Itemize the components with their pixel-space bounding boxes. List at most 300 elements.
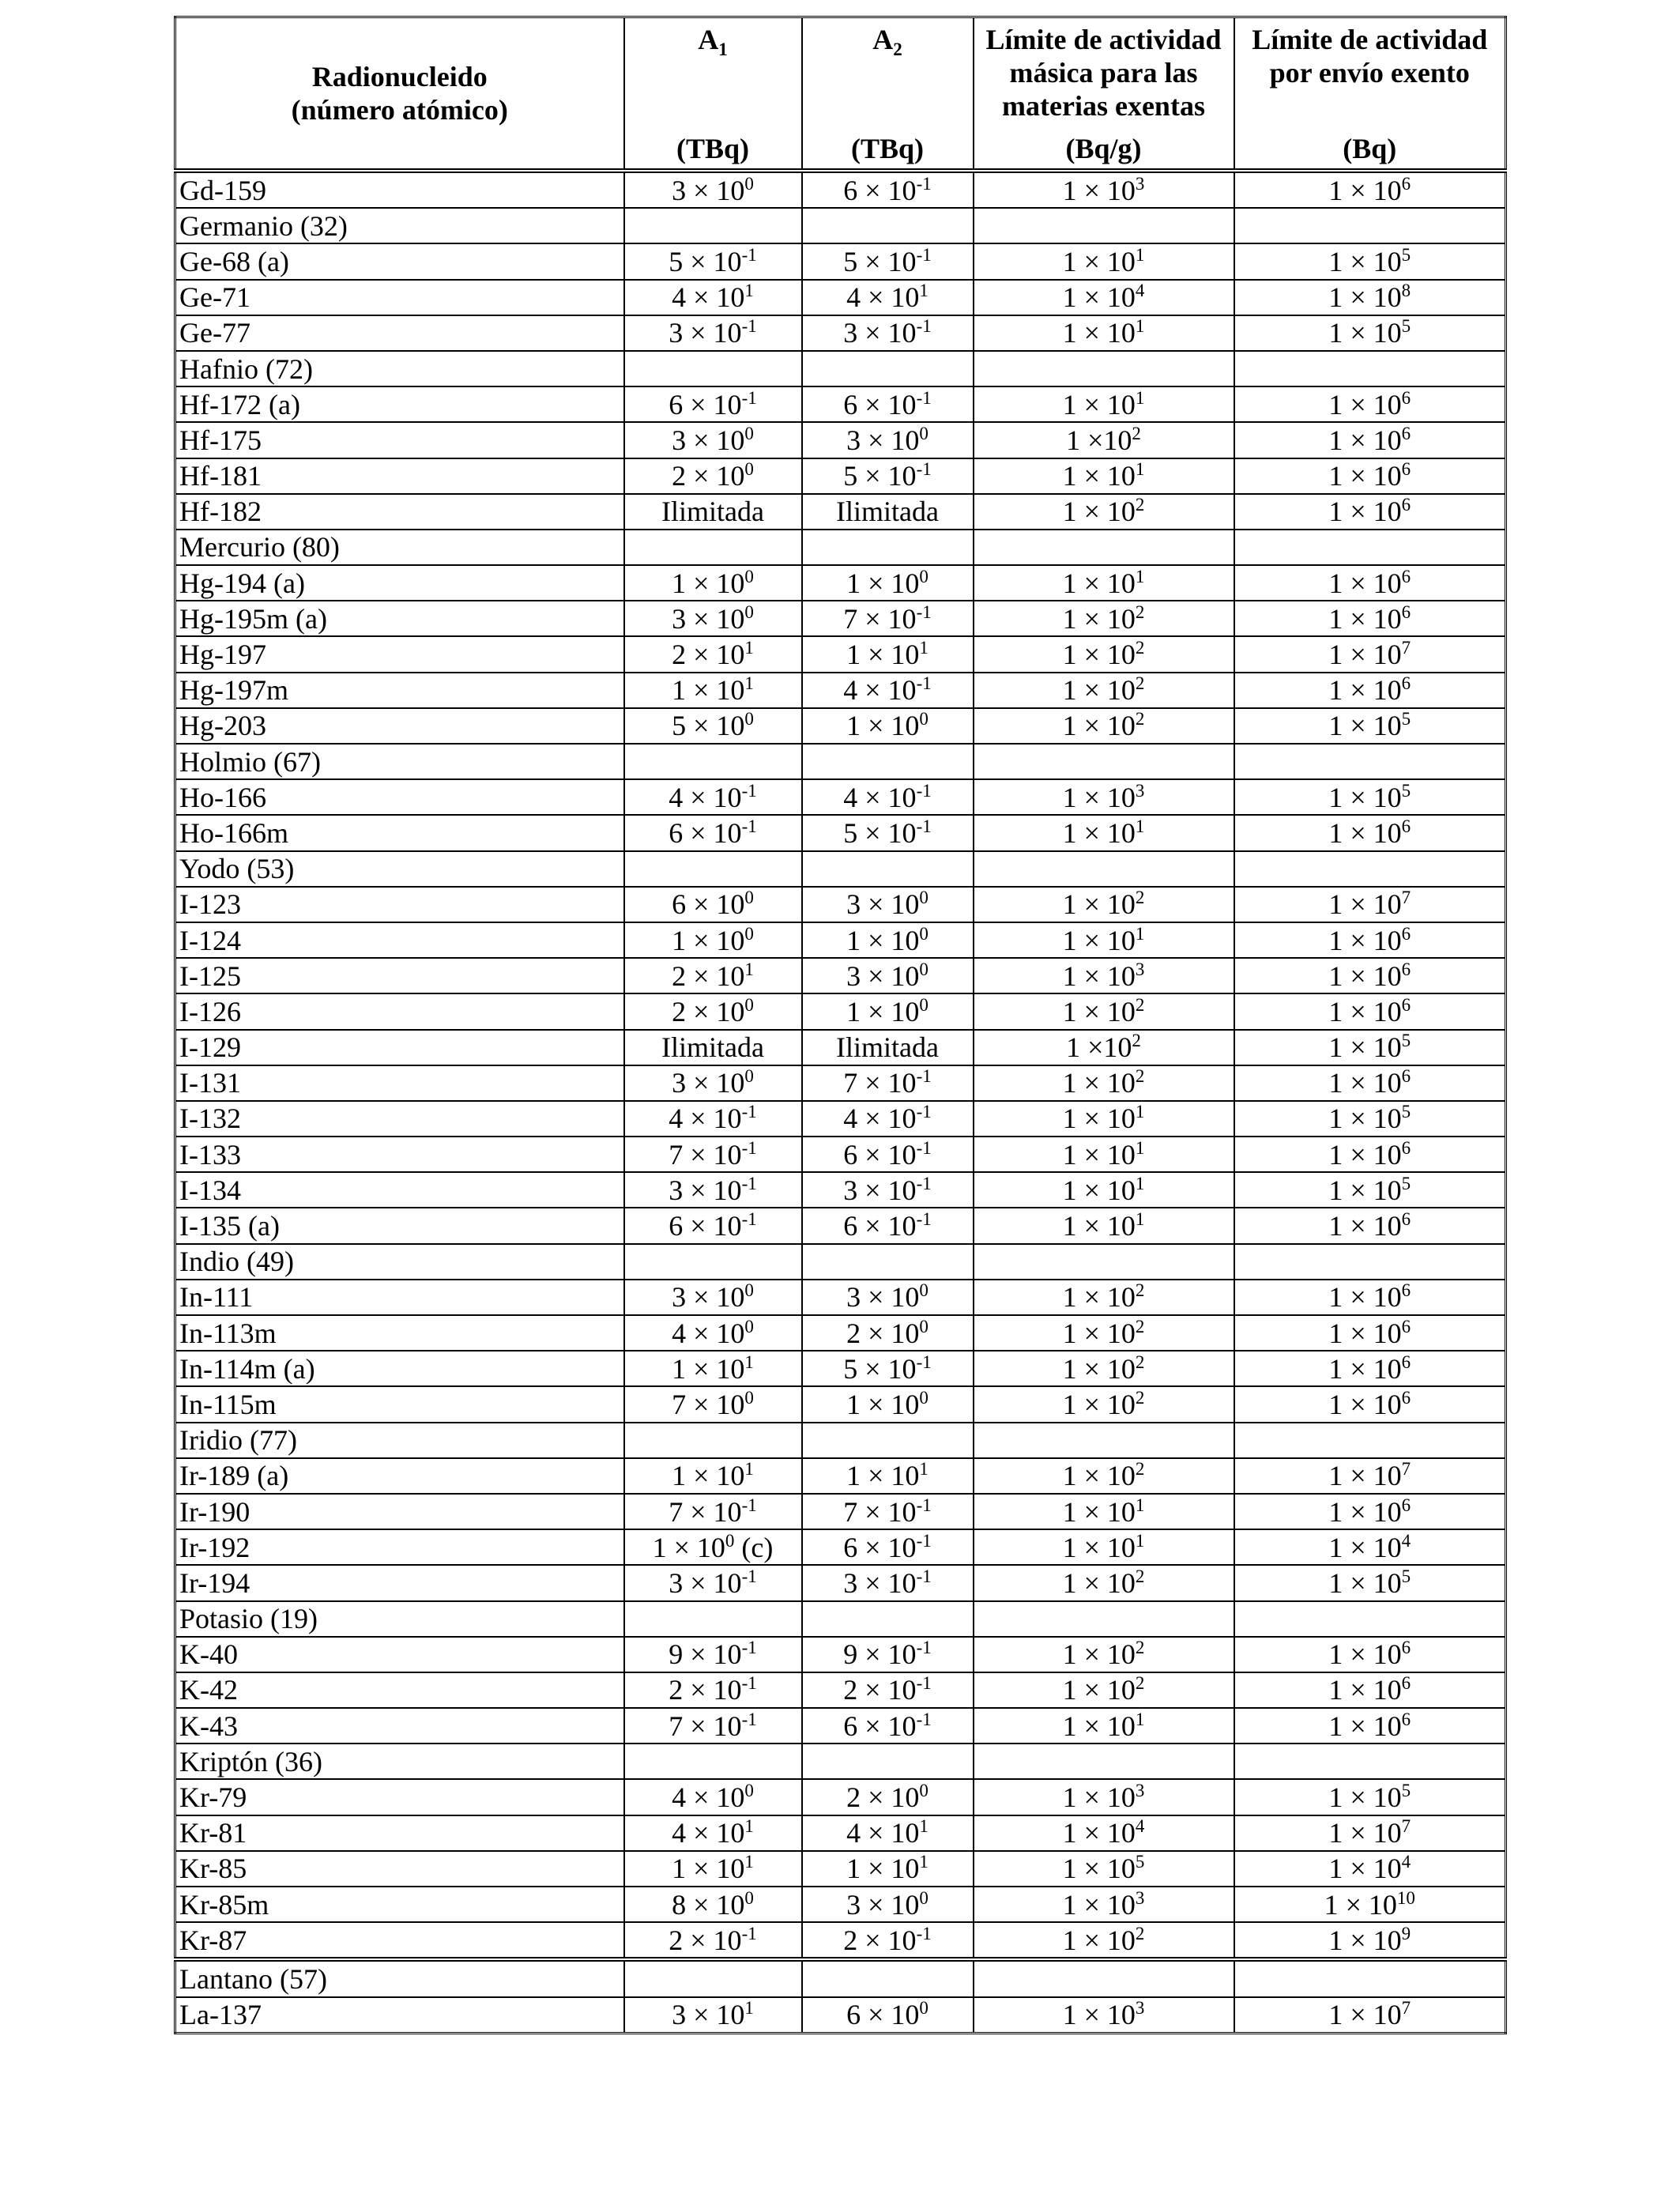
value-mantissa: 2 × 10 [843, 1924, 917, 1956]
consignment-limit-value [1234, 1065, 1506, 1101]
nuclide-name: Ge-68 (a) [175, 243, 624, 279]
table-row [175, 1815, 1506, 1851]
consignment-limit-value [1234, 171, 1506, 208]
table-row [175, 708, 1506, 744]
value-mantissa: 7 × 10 [669, 1495, 742, 1528]
nuclide-name: Hg-195m (a) [175, 601, 624, 636]
value-mantissa: 1 × 10 [1062, 1138, 1136, 1171]
value-mantissa: 1 × 10 [1328, 1388, 1402, 1420]
value-mantissa: 7 × 10 [672, 1388, 745, 1420]
value-exponent: 2 [1135, 709, 1145, 729]
nuclide-name: Gd-159 [175, 171, 624, 208]
value-exponent: 7 [1401, 1816, 1411, 1837]
nuclide-name: In-115m [175, 1386, 624, 1422]
value-exponent: 1 [1135, 816, 1145, 836]
element-group-row [175, 1244, 1506, 1280]
value-mantissa: 3 × 10 [846, 1888, 920, 1921]
value-mantissa: 1 × 10 [1328, 1853, 1402, 1885]
nuclide-name: Ir-190 [175, 1494, 624, 1529]
value-mantissa: 5 × 10 [843, 816, 917, 849]
value-mantissa: 1 × 10 [1328, 888, 1402, 921]
value-exponent: 3 [1135, 959, 1145, 979]
value-exponent: 0 [744, 1066, 754, 1087]
header-consignment-activity-limit [1234, 17, 1506, 172]
value-mantissa: 1 × 10 [672, 567, 745, 599]
a1-value [624, 1637, 802, 1672]
value-mantissa: 1 × 10 [846, 995, 920, 1027]
value-exponent: 2 [1135, 601, 1145, 622]
empty-cell [802, 1744, 974, 1779]
mass-limit-value [974, 422, 1234, 458]
value-mantissa: 5 × 10 [843, 1352, 917, 1385]
a1-value [624, 779, 802, 815]
value-mantissa: 1 × 10 [1328, 959, 1402, 992]
value-mantissa: 6 × 10 [669, 816, 742, 849]
header-atomic-number-label: (número atómico) [291, 94, 508, 126]
value-mantissa: 1 × 10 [1062, 816, 1136, 849]
value-exponent: 6 [1401, 1280, 1411, 1301]
value-mantissa: 3 × 10 [843, 317, 917, 349]
empty-cell [1234, 208, 1506, 243]
value-exponent: 7 [1401, 1998, 1411, 2019]
consignment-limit-value [1234, 708, 1506, 744]
value-mantissa: 4 × 10 [672, 1781, 745, 1814]
value-exponent: 0 [744, 1887, 754, 1908]
value-mantissa: 1 × 10 [1328, 1031, 1402, 1064]
nuclide-name: Ho-166m [175, 815, 624, 850]
table-row [175, 1494, 1506, 1529]
value-mantissa: 1 × 10 [1328, 174, 1402, 206]
mass-limit-value [974, 887, 1234, 922]
value-mantissa: 1 × 10 [1328, 1210, 1402, 1242]
a2-value [802, 171, 974, 208]
a2-value [802, 386, 974, 422]
value-exponent: 1 [1135, 1173, 1145, 1193]
mass-limit-value [974, 171, 1234, 208]
value-mantissa: 1 × 10 [1062, 1924, 1136, 1956]
value-mantissa: 1 × 10 [1328, 496, 1402, 528]
value-mantissa: 1 × 10 [672, 1853, 745, 1885]
value-mantissa: 1 × 10 [1062, 460, 1136, 492]
value-mantissa: 2 × 10 [669, 1674, 742, 1706]
a1-value [624, 1529, 802, 1565]
table-row [175, 1708, 1506, 1744]
a1-value [624, 1315, 802, 1351]
consignment-limit-value [1234, 1172, 1506, 1208]
value-mantissa: 6 × 10 [843, 1138, 917, 1171]
value-mantissa: 3 × 10 [843, 1174, 917, 1206]
value-exponent: 2 [1135, 1351, 1145, 1372]
value-exponent: 1 [919, 1816, 929, 1837]
value-mantissa: Ilimitada [661, 496, 764, 528]
value-exponent: 5 [1401, 1173, 1411, 1193]
nuclide-name: In-114m (a) [175, 1351, 624, 1386]
consignment-limit-value [1234, 958, 1506, 993]
mass-limit-value [974, 386, 1234, 422]
value-mantissa: 1 × 10 [1062, 710, 1136, 742]
value-exponent: 2 [1132, 423, 1141, 443]
value-exponent: 2 [1135, 1638, 1145, 1658]
empty-cell [1234, 851, 1506, 887]
mass-limit-value [974, 1565, 1234, 1600]
table-row [175, 779, 1506, 815]
value-exponent: 6 [1401, 1351, 1411, 1372]
table-row [175, 1315, 1506, 1351]
value-exponent: 3 [1135, 1887, 1145, 1908]
table-row [175, 1280, 1506, 1315]
nuclide-name: Kr-87 [175, 1922, 624, 1959]
a2-value [802, 494, 974, 530]
table-row [175, 815, 1506, 850]
a1-value [624, 1137, 802, 1172]
value-exponent: 1 [744, 638, 754, 658]
table-row [175, 887, 1506, 922]
table-row [175, 1997, 1506, 2034]
value-mantissa: 1 × 10 [1062, 924, 1136, 956]
value-exponent: -1 [916, 1638, 932, 1658]
element-group-label: Lantano (57) [175, 1959, 624, 1996]
value-mantissa: 1 × 10 [1062, 995, 1136, 1027]
empty-cell [802, 1244, 974, 1280]
nuclide-name: In-113m [175, 1315, 624, 1351]
value-exponent: 1 [744, 1351, 754, 1372]
a1-value [624, 993, 802, 1029]
a2-value [802, 280, 974, 315]
value-mantissa: 6 × 10 [669, 1210, 742, 1242]
table-row [175, 993, 1506, 1029]
a2-value [802, 922, 974, 958]
value-mantissa: 7 × 10 [843, 1067, 917, 1099]
value-mantissa: 4 × 10 [669, 781, 742, 813]
value-exponent: 0 [744, 888, 754, 908]
value-exponent: -1 [741, 1566, 757, 1586]
value-exponent: 6 [1401, 601, 1411, 622]
nuclide-name: La-137 [175, 1997, 624, 2034]
a2-value [802, 1208, 974, 1243]
value-mantissa: 1 × 10 [1328, 1531, 1402, 1563]
consignment-limit-value [1234, 280, 1506, 315]
empty-cell [624, 1423, 802, 1458]
value-exponent: 5 [1401, 1102, 1411, 1122]
a1-value [624, 1851, 802, 1887]
value-exponent: 1 [744, 281, 754, 301]
value-exponent: 6 [1401, 459, 1411, 480]
header-a1-symbol: A [698, 24, 719, 55]
nuclide-name: Hf-175 [175, 422, 624, 458]
value-mantissa: 1 × 10 [1062, 1710, 1136, 1742]
a1-value [624, 1458, 802, 1494]
empty-cell [974, 530, 1234, 565]
consignment-limit-value [1234, 601, 1506, 636]
empty-cell [802, 530, 974, 565]
a1-value [624, 243, 802, 279]
mass-limit-value [974, 1458, 1234, 1494]
consignment-limit-value [1234, 386, 1506, 422]
value-mantissa: 1 × 10 [1062, 1674, 1136, 1706]
mass-limit-value [974, 458, 1234, 494]
mass-limit-value [974, 673, 1234, 708]
value-exponent: -1 [741, 1709, 757, 1729]
value-mantissa: 1 × 10 [1328, 245, 1402, 277]
mass-limit-value [974, 1887, 1234, 1922]
value-exponent: 7 [1401, 1459, 1411, 1480]
a2-value [802, 565, 974, 601]
header-mass-limit-line1: Límite de actividad [985, 24, 1222, 55]
value-mantissa: 1 × 10 [1328, 1352, 1402, 1385]
consignment-limit-value [1234, 1997, 1506, 2034]
value-exponent: 1 [919, 1459, 929, 1480]
value-exponent: 0 [919, 1280, 929, 1301]
value-mantissa: Ilimitada [836, 496, 939, 528]
value-mantissa: 4 × 10 [846, 281, 920, 314]
value-mantissa: 3 × 10 [846, 1281, 920, 1314]
value-mantissa: 1 ×10 [1066, 1031, 1132, 1064]
element-group-row [175, 208, 1506, 243]
nuclide-name: I-129 [175, 1030, 624, 1065]
value-mantissa: 1 × 10 [1062, 1495, 1136, 1528]
table-row [175, 1887, 1506, 1922]
value-exponent: 0 [919, 888, 929, 908]
value-mantissa: 4 × 10 [672, 1317, 745, 1349]
value-mantissa: 1 × 10 [1328, 781, 1402, 813]
consignment-limit-value [1234, 1101, 1506, 1137]
value-mantissa: 1 × 10 [1062, 888, 1136, 921]
value-mantissa: 1 × 10 [1328, 1999, 1402, 2031]
mass-limit-value [974, 1672, 1234, 1708]
value-mantissa: 2 × 10 [672, 959, 745, 992]
consignment-limit-value [1234, 315, 1506, 351]
a1-value [624, 458, 802, 494]
nuclide-name: Ge-77 [175, 315, 624, 351]
value-exponent: 0 [744, 1316, 754, 1336]
a1-value [624, 565, 802, 601]
a2-value [802, 1997, 974, 2034]
value-mantissa: 5 × 10 [669, 245, 742, 277]
value-exponent: 2 [1135, 1280, 1145, 1301]
value-mantissa: 1 × 10 [1328, 602, 1402, 635]
nuclide-name: K-42 [175, 1672, 624, 1708]
mass-limit-value [974, 1172, 1234, 1208]
mass-limit-value [974, 708, 1234, 744]
mass-limit-value [974, 815, 1234, 850]
element-group-label: Holmio (67) [175, 744, 624, 779]
empty-cell [802, 1959, 974, 1996]
mass-limit-value [974, 993, 1234, 1029]
value-mantissa: 1 × 10 [1062, 1281, 1136, 1314]
consignment-limit-value [1234, 1708, 1506, 1744]
nuclide-name: I-135 (a) [175, 1208, 624, 1243]
value-mantissa: 1 × 10 [1324, 1888, 1397, 1921]
table-row [175, 1386, 1506, 1422]
empty-cell [1234, 1244, 1506, 1280]
nuclide-name: K-43 [175, 1708, 624, 1744]
header-mass-limit-unit: (Bq/g) [1065, 133, 1142, 164]
value-exponent: -1 [916, 173, 932, 194]
value-mantissa: 4 × 10 [669, 1103, 742, 1135]
a2-value [802, 315, 974, 351]
a2-value [802, 1315, 974, 1351]
table-row [175, 243, 1506, 279]
nuclide-name: I-126 [175, 993, 624, 1029]
value-mantissa: 1 × 10 [1062, 602, 1136, 635]
value-mantissa: 1 × 10 [1062, 1388, 1136, 1420]
a1-value [624, 315, 802, 351]
value-mantissa: 1 × 10 [846, 567, 920, 599]
mass-limit-value [974, 1815, 1234, 1851]
mass-limit-value [974, 243, 1234, 279]
a2-value [802, 815, 974, 850]
element-group-label: Germanio (32) [175, 208, 624, 243]
a1-value [624, 1922, 802, 1959]
value-mantissa: 1 × 10 [1062, 496, 1136, 528]
value-exponent: 2 [1135, 673, 1145, 694]
value-mantissa: 5 × 10 [672, 710, 745, 742]
value-mantissa: 1 × 10 [1328, 567, 1402, 599]
value-exponent: 1 [1135, 1209, 1145, 1230]
nuclide-name: I-133 [175, 1137, 624, 1172]
mass-limit-value [974, 1208, 1234, 1243]
value-mantissa: 1 × 10 [1062, 1174, 1136, 1206]
value-exponent: -1 [916, 1351, 932, 1372]
table-row [175, 280, 1506, 315]
value-exponent: 8 [1401, 281, 1411, 301]
value-exponent: 9 [1401, 1923, 1411, 1943]
value-exponent: 3 [1135, 1781, 1145, 1801]
table-body [175, 171, 1506, 2033]
a2-value [802, 243, 974, 279]
value-mantissa: 1 × 10 [1062, 1460, 1136, 1492]
header-mass-limit-line2: másica para las [1009, 57, 1198, 89]
consignment-limit-value [1234, 494, 1506, 530]
value-mantissa: 1 × 10 [1062, 1781, 1136, 1814]
empty-cell [624, 530, 802, 565]
value-exponent: 0 [744, 423, 754, 443]
value-mantissa: 1 × 10 [1062, 567, 1136, 599]
table-row [175, 636, 1506, 672]
value-exponent: 6 [1401, 1137, 1411, 1158]
value-exponent: -1 [741, 1102, 757, 1122]
a1-value [624, 1208, 802, 1243]
element-group-row [175, 351, 1506, 386]
value-mantissa: 4 × 10 [843, 781, 917, 813]
value-mantissa: 6 × 10 [846, 1999, 920, 2031]
nuclide-name: Kr-79 [175, 1779, 624, 1815]
value-exponent: -1 [741, 1638, 757, 1658]
value-mantissa: 2 × 10 [846, 1781, 920, 1814]
consignment-limit-value [1234, 673, 1506, 708]
table-row [175, 171, 1506, 208]
value-mantissa: 1 × 10 [1328, 1495, 1402, 1528]
a2-value [802, 958, 974, 993]
value-exponent: 0 [744, 1387, 754, 1408]
table-row [175, 1351, 1506, 1386]
value-mantissa: 1 × 10 [1062, 1853, 1136, 1885]
value-mantissa: 1 × 10 [1328, 460, 1402, 492]
value-exponent: 5 [1401, 709, 1411, 729]
a2-value [802, 1494, 974, 1529]
value-exponent: 1 [919, 281, 929, 301]
a1-value [624, 1997, 802, 2034]
empty-cell [802, 851, 974, 887]
value-exponent: 2 [1135, 1566, 1145, 1586]
a2-value [802, 779, 974, 815]
value-mantissa: 9 × 10 [669, 1638, 742, 1671]
a1-value [624, 922, 802, 958]
value-exponent: -1 [916, 1102, 932, 1122]
table-row [175, 1851, 1506, 1887]
consignment-limit-value [1234, 636, 1506, 672]
value-mantissa: 1 × 10 [1328, 1174, 1402, 1206]
value-exponent: 0 [744, 1781, 754, 1801]
value-mantissa: 1 × 10 [1062, 1566, 1136, 1599]
value-exponent: 6 [1401, 1387, 1411, 1408]
value-exponent: -1 [916, 1923, 932, 1943]
value-mantissa: 1 × 10 [846, 710, 920, 742]
value-mantissa: 1 × 10 [1328, 1281, 1402, 1314]
value-exponent: -1 [916, 1673, 932, 1694]
value-mantissa: 1 × 10 [1328, 816, 1402, 849]
value-mantissa: 1 × 10 [1062, 317, 1136, 349]
element-group-row [175, 744, 1506, 779]
value-exponent: 2 [1135, 1316, 1145, 1336]
value-exponent: 6 [1401, 816, 1411, 836]
value-exponent: -1 [916, 387, 932, 408]
value-exponent: 0 [744, 994, 754, 1015]
value-mantissa: 6 × 10 [843, 1531, 917, 1563]
nuclide-name: Kr-81 [175, 1815, 624, 1851]
value-mantissa: 2 × 10 [843, 1674, 917, 1706]
a1-value [624, 422, 802, 458]
value-mantissa: 1 × 10 [1062, 674, 1136, 707]
mass-limit-value [974, 1529, 1234, 1565]
consignment-limit-value [1234, 1887, 1506, 1922]
value-exponent: -1 [916, 601, 932, 622]
mass-limit-value [974, 779, 1234, 815]
a1-value [624, 958, 802, 993]
value-exponent: 6 [1401, 1638, 1411, 1658]
a2-value [802, 1815, 974, 1851]
value-exponent: 1 [1135, 566, 1145, 586]
header-a2-symbol: A [872, 24, 894, 55]
value-mantissa: 1 × 10 [1062, 1817, 1136, 1849]
a1-value [624, 673, 802, 708]
value-mantissa: 3 × 10 [669, 317, 742, 349]
empty-cell [974, 851, 1234, 887]
value-mantissa: 3 × 10 [672, 1999, 745, 2031]
empty-cell [624, 1744, 802, 1779]
value-mantissa: 2 × 10 [846, 1317, 920, 1349]
element-group-label: Iridio (77) [175, 1423, 624, 1458]
value-mantissa: 1 ×10 [1066, 424, 1132, 456]
table-row [175, 422, 1506, 458]
nuclide-name: K-40 [175, 1637, 624, 1672]
value-mantissa: 1 × 10 [1328, 317, 1402, 349]
a1-value [624, 1351, 802, 1386]
value-exponent: -1 [916, 316, 932, 337]
value-exponent: -1 [741, 780, 757, 801]
value-exponent: 0 [919, 709, 929, 729]
value-exponent: -1 [741, 1495, 757, 1515]
a2-value [802, 1101, 974, 1137]
a1-value [624, 1172, 802, 1208]
nuclide-name: I-131 [175, 1065, 624, 1101]
value-mantissa: 6 × 10 [843, 1710, 917, 1742]
a2-value [802, 1137, 974, 1172]
table-row [175, 494, 1506, 530]
value-exponent: -1 [916, 244, 932, 265]
value-mantissa: 3 × 10 [846, 424, 920, 456]
value-exponent: 0 [919, 959, 929, 979]
